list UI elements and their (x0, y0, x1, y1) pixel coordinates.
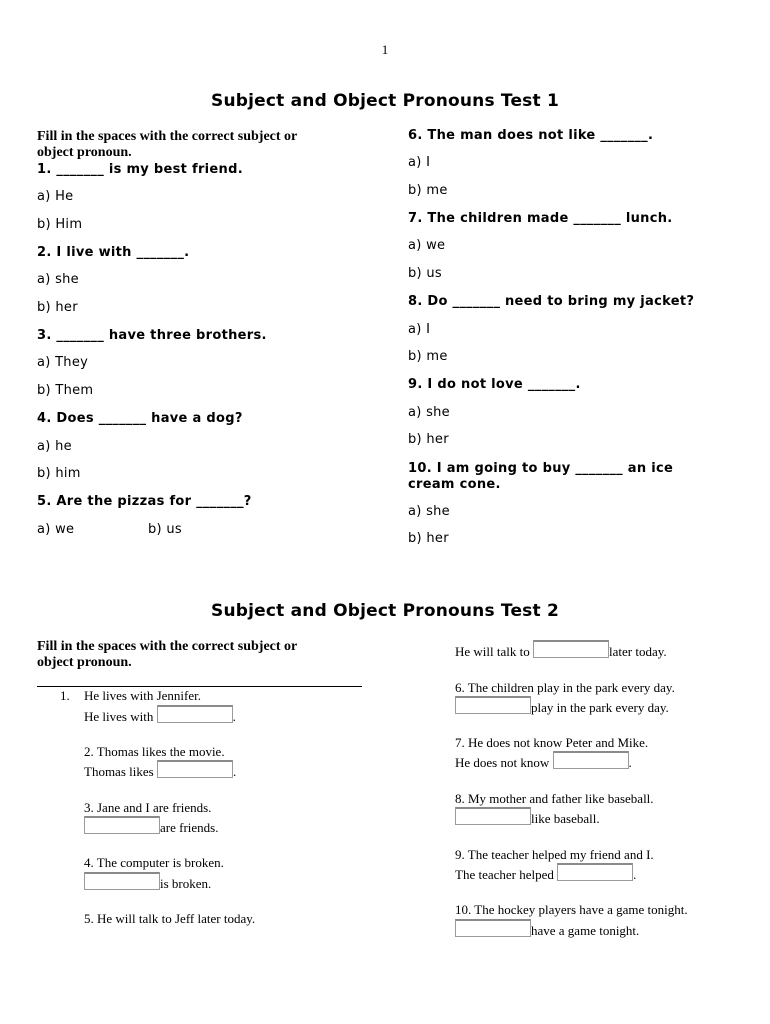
test2-item-4-after: is broken. (160, 876, 212, 891)
test2-item-4-answer-row (84, 872, 211, 892)
test1-option-6b[interactable]: b) me (408, 183, 448, 198)
test1-option-1a[interactable]: a) He (37, 189, 74, 204)
test2-item-5-answer-box[interactable] (533, 640, 609, 658)
test2-item-9-sentence: 9. The teacher helped my friend and I. (455, 847, 654, 862)
test2-item-10-answer-row (455, 919, 639, 939)
test2-item-3-answer-row (84, 816, 218, 836)
test1-question-4: 4. Does _______ have a dog? (37, 411, 243, 426)
test2-item-5-answer-row (455, 640, 667, 660)
test1-option-8a[interactable]: a) I (408, 322, 431, 337)
test2-item-9-answer-box[interactable] (557, 863, 633, 881)
test1-option-1b[interactable]: b) Him (37, 217, 83, 232)
test2-item-8-answer-box[interactable] (455, 807, 531, 825)
test2-item-1-after: . (232, 709, 236, 724)
test2-item-8-answer-row (455, 807, 600, 827)
test2-item-10-answer-box[interactable] (455, 919, 531, 937)
test2-item-5-sentence: 5. He will talk to Jeff later today. (84, 911, 256, 926)
test2-item-4-sentence: 4. The computer is broken. (84, 855, 224, 870)
test1-instructions: Fill in the spaces with the correct subject or object pronoun. (37, 129, 297, 160)
test2-item-1-answer-row (84, 705, 236, 725)
test2-item-9-answer-row (455, 863, 636, 883)
test1-option-8b[interactable]: b) me (408, 349, 448, 364)
test1-option-7a[interactable]: a) we (408, 238, 446, 253)
test1-option-6a[interactable]: a) I (408, 155, 431, 170)
test1-question-5: 5. Are the pizzas for _______? (37, 494, 252, 509)
test2-item-10-after: have a game tonight. (531, 923, 640, 938)
test1-option-3b[interactable]: b) Them (37, 383, 94, 398)
test1-question-6: 6. The man does not like _______. (408, 128, 654, 143)
test2-item-3-answer-box[interactable] (84, 816, 160, 834)
test1-question-1: 1. _______ is my best friend. (37, 162, 243, 177)
test2-item-5-before: He will talk to (455, 644, 530, 659)
test1-option-4b[interactable]: b) him (37, 466, 81, 481)
test2-item-6-answer-row (455, 696, 669, 716)
test2-item-8-after: like baseball. (531, 811, 600, 826)
test2-item-9-before: The teacher helped (455, 867, 554, 882)
test1-option-9b[interactable]: b) her (408, 432, 449, 447)
test1-option-2a[interactable]: a) she (37, 272, 79, 287)
test2-item-1-before: He lives with (84, 709, 154, 724)
test1-question-9: 9. I do not love _______. (408, 377, 581, 392)
test1-option-4a[interactable]: a) he (37, 439, 72, 454)
test2-title: Subject and Object Pronouns Test 2 (211, 601, 559, 621)
test2-item-10-sentence: 10. The hockey players have a game tonight. (455, 902, 688, 917)
test1-option-10a[interactable]: a) she (408, 504, 450, 519)
test2-item-2-sentence: 2. Thomas likes the movie. (84, 744, 225, 759)
test1-question-7: 7. The children made _______ lunch. (408, 211, 673, 226)
test2-item-2-answer-box[interactable] (157, 760, 233, 778)
test2-item-3-after: are friends. (160, 820, 219, 835)
test1-option-5b[interactable]: b) us (148, 522, 182, 537)
divider-line (37, 686, 362, 687)
test2-item-7-after: . (628, 755, 632, 770)
test1-option-7b[interactable]: b) us (408, 266, 442, 281)
test2-item-7-answer-row (455, 751, 632, 771)
test1-option-10b[interactable]: b) her (408, 531, 449, 546)
test1-question-8: 8. Do _______ need to bring my jacket? (408, 294, 695, 309)
test1-option-3a[interactable]: a) They (37, 355, 89, 370)
test2-item-2-before: Thomas likes (84, 764, 154, 779)
test2-item-8-sentence: 8. My mother and father like baseball. (455, 791, 654, 806)
test1-title: Subject and Object Pronouns Test 1 (211, 91, 559, 111)
test1-question-10: 10. I am going to buy _______ an ice cream cone. (408, 461, 674, 492)
test2-item-1-answer-box[interactable] (157, 705, 233, 723)
test1-option-2b[interactable]: b) her (37, 300, 78, 315)
test2-item-1-sentence: He lives with Jennifer. (84, 688, 201, 703)
test2-item-2-after: . (232, 764, 237, 779)
test2-item-6-after: play in the park every day. (531, 700, 669, 715)
test2-item-4-answer-box[interactable] (84, 872, 160, 890)
test1-question-2: 2. I live with _______. (37, 245, 190, 260)
test2-item-3-sentence: 3. Jane and I are friends. (84, 800, 212, 815)
test2-item-6-sentence: 6. The children play in the park every day. (455, 680, 675, 695)
test2-item-7-before: He does not know (455, 755, 550, 770)
test1-option-9a[interactable]: a) she (408, 405, 450, 420)
test1-option-5a[interactable]: a) we (37, 522, 75, 537)
test2-item-7-answer-box[interactable] (553, 751, 629, 769)
test2-item-5-after: later today. (609, 644, 667, 659)
test2-instructions: Fill in the spaces with the correct subject or object pronoun. (37, 639, 297, 670)
test2-item-2-answer-row (84, 760, 236, 780)
page-number: 1 (381, 42, 389, 57)
test2-item-7-sentence: 7. He does not know Peter and Mike. (455, 735, 649, 750)
test1-question-3: 3. _______ have three brothers. (37, 328, 267, 343)
test2-item-9-after: . (633, 867, 637, 882)
test2-item-1-number: 1. (60, 688, 70, 703)
test2-item-6-answer-box[interactable] (455, 696, 531, 714)
